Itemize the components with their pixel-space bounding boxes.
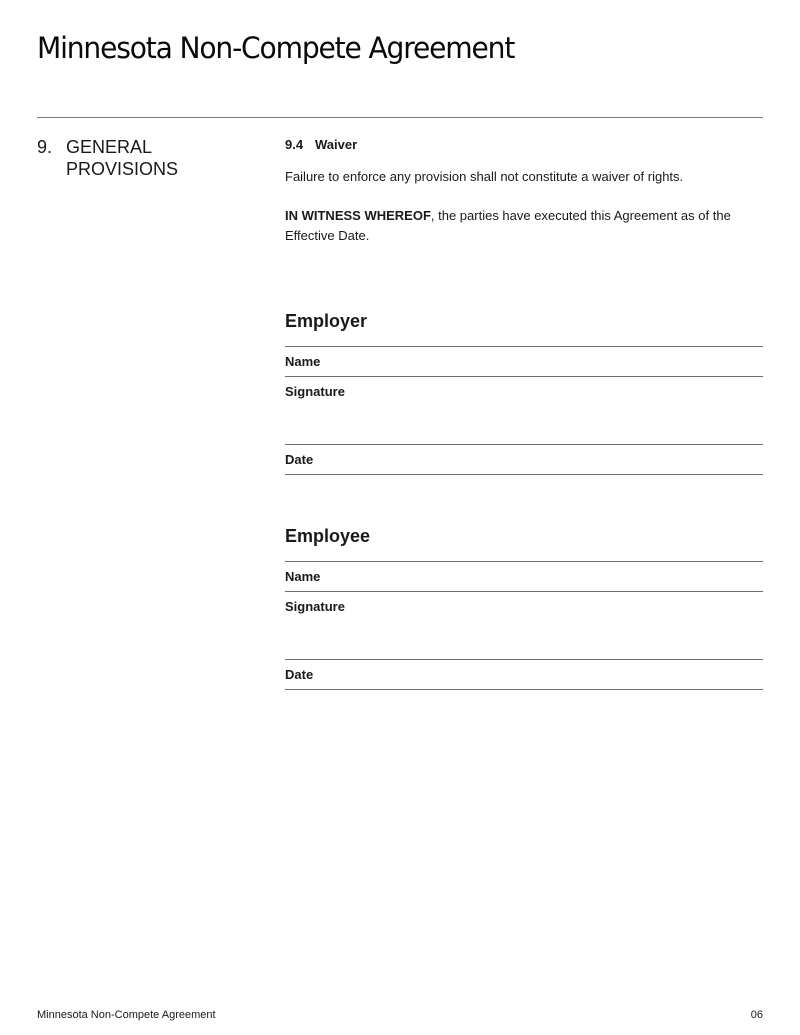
footer-document-title: Minnesota Non-Compete Agreement	[37, 1009, 216, 1021]
employee-date-field[interactable]	[285, 660, 763, 689]
employer-name-field[interactable]	[285, 347, 763, 376]
subsection-title: Waiver	[315, 137, 358, 152]
page-title: Minnesota Non-Compete Agreement	[37, 31, 515, 65]
header-divider	[37, 117, 763, 118]
employer-signature-label: Signature	[285, 384, 345, 399]
section-title-line1: GENERAL	[66, 137, 153, 157]
witness-paragraph	[285, 206, 755, 246]
subsection-heading	[285, 137, 357, 153]
employee-date-label: Date	[285, 667, 314, 682]
footer-page-number: 06	[750, 1009, 763, 1021]
employer-signature-block	[285, 309, 763, 475]
employee-signature-label: Signature	[285, 599, 345, 614]
employee-signature-block	[285, 524, 763, 690]
employer-date-label: Date	[285, 452, 314, 467]
employee-signature-field[interactable]	[285, 592, 763, 659]
employer-signature-field[interactable]	[285, 377, 763, 444]
employee-name-label: Name	[285, 569, 321, 584]
employer-title: Employer	[285, 311, 368, 331]
witness-rest-text: , the parties have executed this Agreement as of the Effective Date.	[285, 208, 731, 243]
subsection-number: 9.4	[285, 137, 304, 152]
employee-title: Employee	[285, 526, 371, 546]
witness-bold-text: IN WITNESS WHEREOF	[285, 208, 431, 223]
divider	[285, 689, 763, 690]
section-title	[66, 136, 216, 180]
employer-date-field[interactable]	[285, 445, 763, 474]
waiver-paragraph: Failure to enforce any provision shall not constitute a waiver of rights.	[285, 169, 684, 184]
section-heading	[37, 136, 216, 180]
employee-name-field[interactable]	[285, 562, 763, 591]
section-number: 9.	[37, 137, 53, 157]
divider	[285, 474, 763, 475]
employer-name-label: Name	[285, 354, 321, 369]
section-title-line2: PROVISIONS	[66, 159, 179, 179]
